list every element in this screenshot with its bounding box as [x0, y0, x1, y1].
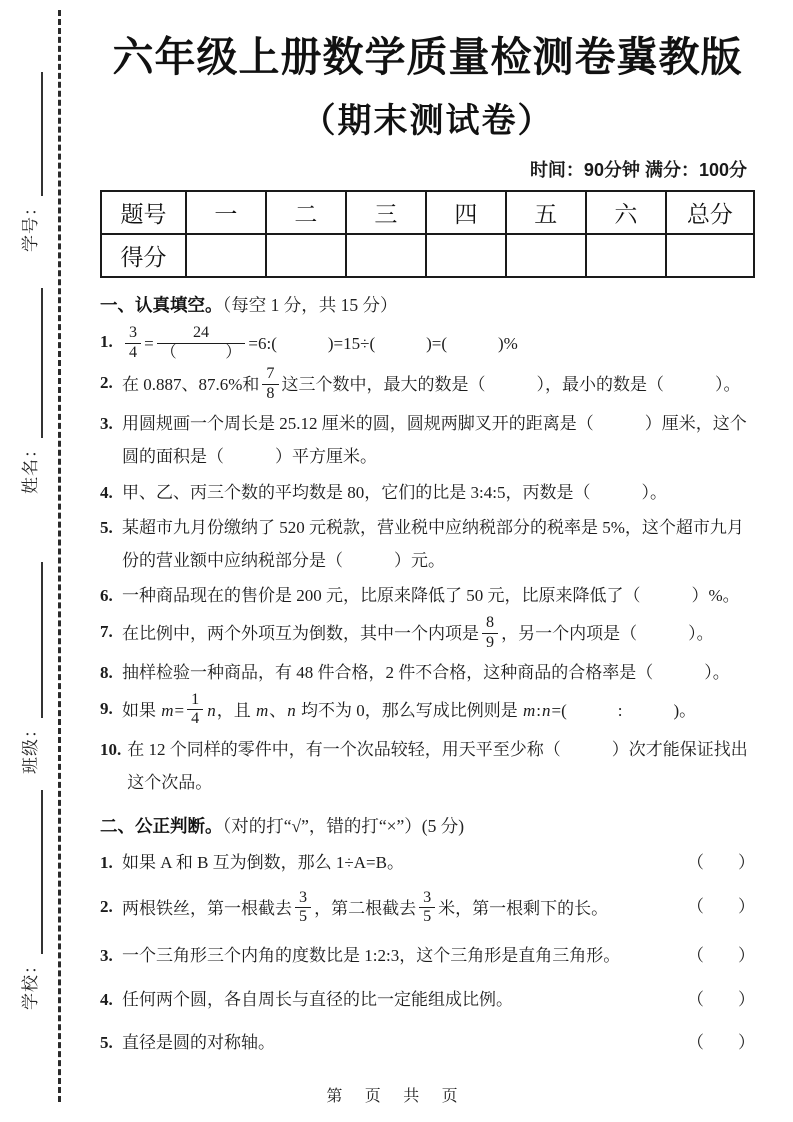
question-text: 用圆规画一个周长是 25.12 厘米的圆，圆规两脚叉开的距离是（ ）厘米，这个圆的面积是（ ）平方厘米。	[122, 414, 747, 466]
question-number: 9.	[100, 698, 113, 718]
sidebar-field-label: 班级：	[21, 720, 40, 774]
question-number: 1.	[100, 853, 113, 873]
question-item	[100, 657, 755, 690]
fraction-denominator: 4	[191, 710, 200, 728]
question-text: $\frac{3}{4}$ = $\frac{24}{( )}$ =6:( )=15÷( )=( )%	[122, 326, 755, 364]
fraction	[482, 614, 498, 652]
question-number: 10.	[100, 740, 122, 759]
question-item	[100, 734, 755, 799]
fraction-denominator: 4	[129, 343, 138, 361]
sidebar-field	[13, 72, 43, 252]
score-table-header-cell: 题号	[101, 191, 186, 234]
question-number: 5.	[100, 1033, 113, 1053]
page-title: 六年级上册数学质量检测卷冀教版	[112, 34, 743, 80]
section-note: （对的打“√”，错的打“×”）(5 分)	[222, 816, 465, 837]
question-number: 5.	[100, 518, 113, 538]
section-fill-blanks	[100, 291, 755, 799]
sidebar-field-blank-line	[13, 790, 43, 954]
score-blank-cell	[266, 234, 346, 277]
answer-blank: （ ）	[687, 1033, 755, 1053]
score-table-header-cell: 五	[506, 191, 586, 234]
fraction-numerator: 8	[482, 614, 498, 634]
answer-blank: （ ）	[687, 946, 755, 966]
question-item	[100, 984, 755, 1017]
section-header	[100, 291, 755, 319]
question-item	[100, 367, 755, 405]
math-var: n	[287, 700, 296, 720]
math-var: m	[255, 700, 269, 720]
fraction	[295, 889, 311, 927]
question-item	[100, 326, 755, 364]
score-blank-cell	[346, 234, 426, 277]
score-blank-cell	[586, 234, 666, 277]
fraction	[262, 365, 278, 403]
score-blank-cell	[506, 234, 586, 277]
question-number: 2.	[100, 896, 113, 916]
fraction-numerator: 3	[295, 889, 311, 909]
question-list	[100, 847, 755, 1060]
sidebar-field-label: 姓名：	[21, 440, 40, 494]
score-table-score-row	[101, 234, 754, 277]
score-blank-cell	[666, 234, 754, 277]
sidebar-field	[13, 562, 43, 774]
question-text: 如果 m= $\frac{1}{4}$ n，且 m、n 均不为 0，那么写成比例则是 m:n=( : )。	[122, 690, 697, 728]
fraction-denominator: 5	[299, 908, 308, 926]
question-text: 在 0.887、87.6%和 $\frac{7}{8}$ 这三个数中，最大的数是（ ），最小的数是（ ）。	[122, 365, 741, 402]
math-var: n	[542, 700, 551, 720]
fraction-denominator: 5	[423, 908, 432, 926]
score-table-header-row	[101, 191, 754, 234]
question-item	[100, 940, 755, 973]
exam-meta: 时间：90分钟 满分：100分	[529, 160, 747, 180]
fraction-numerator: 3	[125, 324, 141, 344]
section-judge	[100, 812, 755, 1060]
question-text: 在 12 个同样的零件中，有一个次品较轻，用天平至少称（ ）次才能保证找出这个次品。	[127, 740, 748, 792]
score-table-header-cell: 二	[266, 191, 346, 234]
main-content	[100, 0, 755, 1071]
section-header	[100, 812, 755, 840]
question-text: （ ） 两根铁丝，第一根截去 $\frac{3}{5}$ ，第二根截去 $\frac{3}{5}$ 米，第一根剩下的长。	[122, 888, 755, 926]
score-blank-cell	[426, 234, 506, 277]
question-text: 一种商品现在的售价是 200 元，比原来降低了 50 元，比原来降低了（ ）%。	[122, 586, 740, 606]
question-text: 在比例中，两个外项互为倒数，其中一个内项是 $\frac{8}{9}$ ，另一个内项是（ ）。	[122, 614, 714, 651]
fraction	[419, 889, 435, 927]
score-blank-cell	[186, 234, 266, 277]
fraction	[125, 324, 141, 362]
question-item	[100, 690, 755, 731]
question-number: 1.	[100, 332, 113, 351]
fraction-numerator: 1	[187, 691, 203, 711]
answer-blank: （ ）	[687, 989, 755, 1009]
question-item	[100, 847, 755, 880]
sidebar-field-blank-line	[13, 562, 43, 718]
score-table-header-cell: 三	[346, 191, 426, 234]
fraction-numerator: 7	[262, 365, 278, 385]
question-number: 6.	[100, 586, 113, 606]
section-title: 二、公正判断。	[100, 816, 223, 837]
question-number: 2.	[100, 373, 113, 393]
question-number: 3.	[100, 414, 113, 434]
page-footer: 第 页 共 页	[326, 1088, 467, 1105]
question-text: 某超市九月份缴纳了 520 元税款，营业税中应纳税部分的税率是 5%，这个超市九月份的营业额中应纳税部分是（ ）元。	[122, 518, 744, 570]
fraction-denominator: （ ）	[160, 343, 242, 361]
fraction	[187, 691, 203, 729]
score-table-header-cell: 六	[586, 191, 666, 234]
question-number: 3.	[100, 946, 113, 966]
math-var: m	[522, 700, 536, 720]
question-item	[100, 888, 755, 929]
question-number: 4.	[100, 482, 113, 502]
sidebar-field-blank-line	[13, 288, 43, 438]
question-text: （ ） 如果 A 和 B 互为倒数，那么 1÷A=B。	[122, 847, 755, 880]
question-text: 甲、乙、丙三个数的平均数是 80，它们的比是 3:4:5，丙数是（ ）。	[122, 482, 667, 502]
question-item	[100, 1027, 755, 1060]
question-text: 抽样检验一种商品，有 48 件合格，2 件不合格，这种商品的合格率是（ ）。	[122, 663, 730, 683]
question-number: 7.	[100, 622, 113, 642]
sidebar-field-label: 学校：	[21, 956, 40, 1010]
question-text: （ ） 直径是圆的对称轴。	[122, 1027, 755, 1060]
math-var: m	[161, 700, 174, 720]
question-text: （ ） 任何两个圆，各自周长与直径的比一定能组成比例。	[122, 984, 755, 1017]
sidebar-field-label: 学号：	[21, 198, 40, 252]
section-title: 一、认真填空。	[100, 295, 223, 315]
question-item	[100, 408, 755, 473]
question-item	[100, 512, 755, 577]
score-table-header-cell: 一	[186, 191, 266, 234]
sidebar	[0, 0, 58, 1122]
sidebar-field	[13, 288, 43, 494]
sidebar-field	[13, 790, 43, 1010]
question-list	[100, 326, 755, 799]
score-row-label: 得分	[101, 234, 186, 277]
score-table	[100, 190, 755, 278]
fraction-numerator: 24	[157, 324, 246, 344]
question-text: （ ） 一个三角形三个内角的度数比是 1:2:3，这个三角形是直角三角形。	[122, 940, 755, 973]
fraction-denominator: 8	[266, 384, 275, 402]
score-table-header-cell: 总分	[666, 191, 754, 234]
fraction	[157, 324, 246, 362]
question-item	[100, 477, 755, 510]
sidebar-field-blank-line	[13, 72, 43, 196]
fold-dashed-line	[58, 10, 61, 1102]
fraction-denominator: 9	[486, 633, 495, 651]
math-var: n	[207, 700, 216, 720]
fraction-numerator: 3	[419, 889, 435, 909]
page-subtitle: （期末测试卷）	[301, 102, 554, 140]
sections-container	[100, 291, 755, 1060]
question-item	[100, 580, 755, 613]
question-item	[100, 616, 755, 654]
question-number: 8.	[100, 663, 113, 683]
answer-blank: （ ）	[687, 896, 755, 916]
question-number: 4.	[100, 989, 113, 1009]
score-table-header-cell: 四	[426, 191, 506, 234]
answer-blank: （ ）	[687, 853, 755, 873]
section-note: （每空 1 分，共 15 分）	[222, 295, 398, 315]
